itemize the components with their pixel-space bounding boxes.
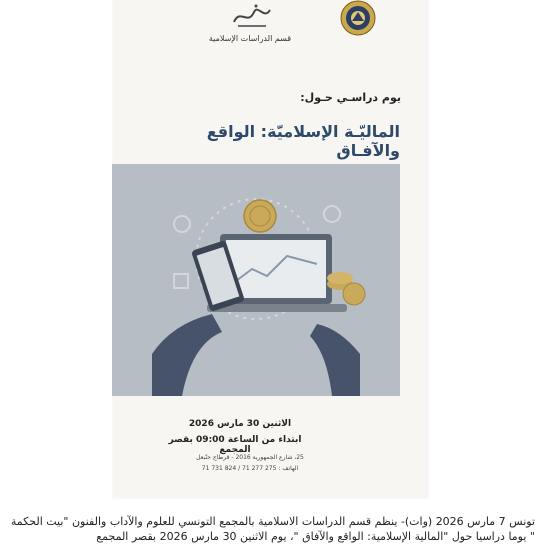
institution-seal-icon [340, 0, 376, 38]
caption-line-2: " يوما دراسيا حول "المالية الإسلامية: الواقع والآفاق "، يوم الاثنين 30 مارس 2026 بقصر المجمع [96, 530, 535, 543]
beit-al-hikma-logo-icon [226, 0, 276, 30]
event-address: 25، شارع الجمهورية 2016 - قرطاج حنّبعل [196, 454, 304, 461]
news-caption [5, 514, 535, 544]
department-name: قسم الدراسات الإسلامية [208, 34, 292, 43]
fintech-illustration [112, 164, 400, 396]
caption-line-1: تونس 7 مارس 2026 (وات)- ينظم قسم الدراسات الاسلامية بالمجمع التونسي للعلوم والآداب والفنون "بيت الحكمة [10, 515, 535, 528]
event-date: الاثنين 30 مارس 2026 [188, 419, 292, 429]
study-day-label: يوم دراسـي حـول: [300, 91, 401, 104]
poster-title: الماليّـة الإسلاميّة: الواقع والآفـاق [206, 122, 400, 160]
event-phone: الهاتف : 275 277 71 / 824 731 71 [201, 465, 299, 472]
event-time: ابتداء من الساعة 09:00 بقصر المجمع [168, 435, 302, 455]
